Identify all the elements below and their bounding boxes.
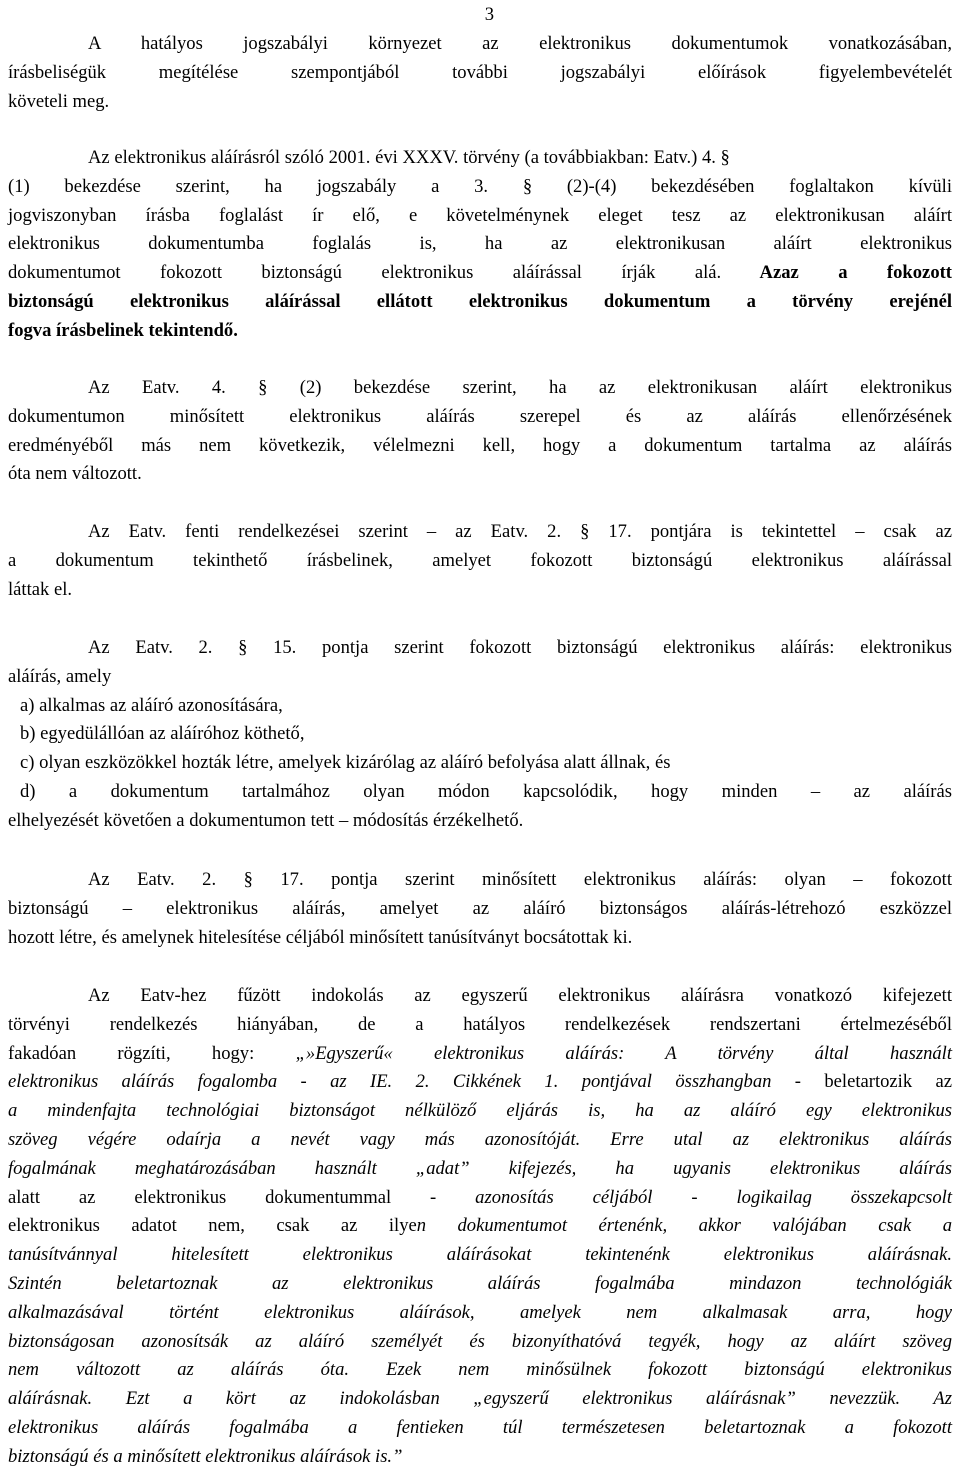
paragraph-intro: [8, 30, 952, 116]
text-line: Az Eatv. 4. § (2) bekezdése szerint, ha az elektronikusan aláírt elektronikus: [88, 377, 952, 398]
quote-italic-line: biztonságosan azonosítsák az aláíró személyét és bizonyíthatóvá tegyék, hogy az aláírt szöveg: [8, 1330, 952, 1352]
quote-italic-line: elektronikus aláírás fogalmába a fentieken túl természetesen beletartoznak a fokozott: [8, 1416, 952, 1438]
text-line: [8, 1068, 952, 1097]
text-line: dokumentumon minősített elektronikus aláírás szerepel és az aláírás ellenőrzésének: [8, 405, 952, 427]
list-item: b) egyedülállóan az aláíróhoz köthető,: [20, 723, 305, 745]
text-line: jogviszonyban írásba foglalást ír elő, e követelménynek eleget tesz az elektronikusan aláírt: [8, 204, 952, 226]
paragraph-eatv-2-17: [8, 866, 952, 952]
quote-italic-line: tanúsítvánnyal hitelesített elektronikus aláírásokat tekintenénk elektronikus aláírásnak.: [8, 1244, 952, 1266]
list-item: c) olyan eszközökkel hozták létre, amelyek kizárólag az aláíró befolyása alatt állnak, és: [20, 752, 671, 774]
paragraph-eatv-2-15: [8, 634, 952, 836]
text-line: láttak el.: [8, 578, 73, 600]
page-number: 3: [484, 4, 494, 25]
quote-italic: azonosítás céljából - logikailag összekapcsolt: [475, 1186, 953, 1208]
paragraph-indokolas: [8, 982, 952, 1472]
list-item: a) alkalmas az aláíró azonosítására,: [20, 694, 283, 716]
text-line: a dokumentum tekinthető írásbelinek, amelyet fokozott biztonságú elektronikus aláírással: [8, 549, 952, 571]
quote-italic-line: alkalmazásával történt elektronikus aláírások, amelyek nem alkalmasak arra, hogy: [8, 1301, 952, 1323]
text-run: elektronikus adatot nem, csak az ilye: [8, 1215, 417, 1237]
paragraph-eatv-4-2: [8, 374, 952, 489]
paragraph-eatv-4-1: [8, 144, 952, 346]
quote-italic: n dokumentumot értenénk, akkor valójában csak a: [416, 1215, 952, 1237]
quote-italic-line: nem változott az aláírás óta. Ezek nem minősülnek fokozott biztonságú elektronikus: [8, 1359, 952, 1381]
text-line: aláírás, amely: [8, 665, 112, 687]
text-line: Az Eatv. 2. § 17. pontja szerint minősített elektronikus aláírás: olyan – fokozott: [88, 869, 952, 890]
text-line: [8, 1184, 952, 1213]
text-line: Az Eatv. 2. § 15. pontja szerint fokozott biztonságú elektronikus aláírás: elektronikus: [88, 637, 952, 658]
text-line: eredményéből más nem következik, vélelmezni kell, hogy a dokumentum tartalma az aláírás: [8, 434, 952, 456]
emphasis-bold-line: biztonságú elektronikus aláírással ellátott elektronikus dokumentum a törvény erejénél: [8, 290, 952, 312]
quote-italic: „»Egyszerű« elektronikus aláírás: A törvény által használt: [295, 1042, 952, 1064]
text-line: A hatályos jogszabályi környezet az elektronikus dokumentumok vonatkozásában,: [88, 33, 952, 54]
emphasis-bold-line: fogva írásbelinek tekintendő.: [8, 319, 238, 341]
text-line: [8, 1212, 952, 1241]
text-line: követeli meg.: [8, 90, 110, 112]
text-line: [8, 259, 952, 288]
text-line: elektronikus dokumentumba foglalás is, ha az elektronikusan aláírt elektronikus: [8, 233, 952, 255]
text-run: - beletartozik az: [771, 1071, 952, 1093]
text-run: alatt az elektronikus dokumentummal -: [8, 1186, 476, 1208]
text-line: elhelyezését követően a dokumentumon tett – módosítás érzékelhető.: [8, 809, 524, 831]
text-line: írásbeliségük megítélése szempontjából további jogszabályi előírások figyelembevételét: [8, 61, 952, 83]
text-line: Az elektronikus aláírásról szóló 2001. évi XXXV. törvény (a továbbiakban: Eatv.) 4. §: [88, 147, 730, 168]
quote-italic-line: aláírásnak. Ezt a kört az indokolásban „egyszerű elektronikus aláírásnak” nevezzük. Az: [8, 1388, 952, 1410]
text-line: Az Eatv-hez fűzött indokolás az egyszerű elektronikus aláírásra vonatkozó kifejezett: [88, 985, 952, 1006]
text-line: hozott létre, és amelynek hitelesítése céljából minősített tanúsítványt bocsátottak ki.: [8, 926, 633, 948]
paragraph-conclusion: [8, 518, 952, 604]
text-line: [8, 1040, 952, 1069]
quote-italic: elektronikus aláírás fogalomba - az IE. 2. Cikkének 1. pontjával összhangban: [8, 1071, 772, 1093]
quote-italic-line: szöveg végére odaírja a nevét vagy más azonosítóját. Erre utal az elektronikus aláírás: [8, 1128, 952, 1150]
text-line: biztonságú – elektronikus aláírás, amelyet az aláíró biztonságos aláírás-létrehozó eszközzel: [8, 897, 952, 919]
quote-italic-line: biztonságú és a minősített elektronikus aláírások is.”: [8, 1445, 403, 1467]
text-line: törvényi rendelkezés hiányában, de a hatályos rendelkezések rendszertani értelmezéséből: [8, 1013, 952, 1035]
text-line: Az Eatv. fenti rendelkezései szerint – az Eatv. 2. § 17. pontjára is tekintettel – csak az: [88, 521, 952, 542]
text-line: (1) bekezdése szerint, ha jogszabály a 3. § (2)-(4) bekezdésében foglaltakon kívüli: [8, 175, 952, 197]
text-line: óta nem változott.: [8, 463, 142, 485]
quote-italic-line: Szintén beletartoznak az elektronikus aláírás fogalmába mindazon technológiák: [8, 1272, 952, 1294]
list-item: d) a dokumentum tartalmához olyan módon kapcsolódik, hogy minden – az aláírás: [20, 780, 952, 802]
emphasis-bold: Azaz a fokozott: [721, 262, 952, 284]
quote-italic-line: fogalmának meghatározásában használt „adat” kifejezés, ha ugyanis elektronikus aláírás: [8, 1157, 952, 1179]
text-run: dokumentumot fokozott biztonságú elektronikus aláírással írják alá.: [8, 262, 722, 284]
quote-italic-line: a mindenfajta technológiai biztonságot nélkülöző eljárás is, ha az aláíró egy elektronikus: [8, 1100, 952, 1122]
text-run: fakadóan rögzíti, hogy:: [8, 1042, 296, 1064]
